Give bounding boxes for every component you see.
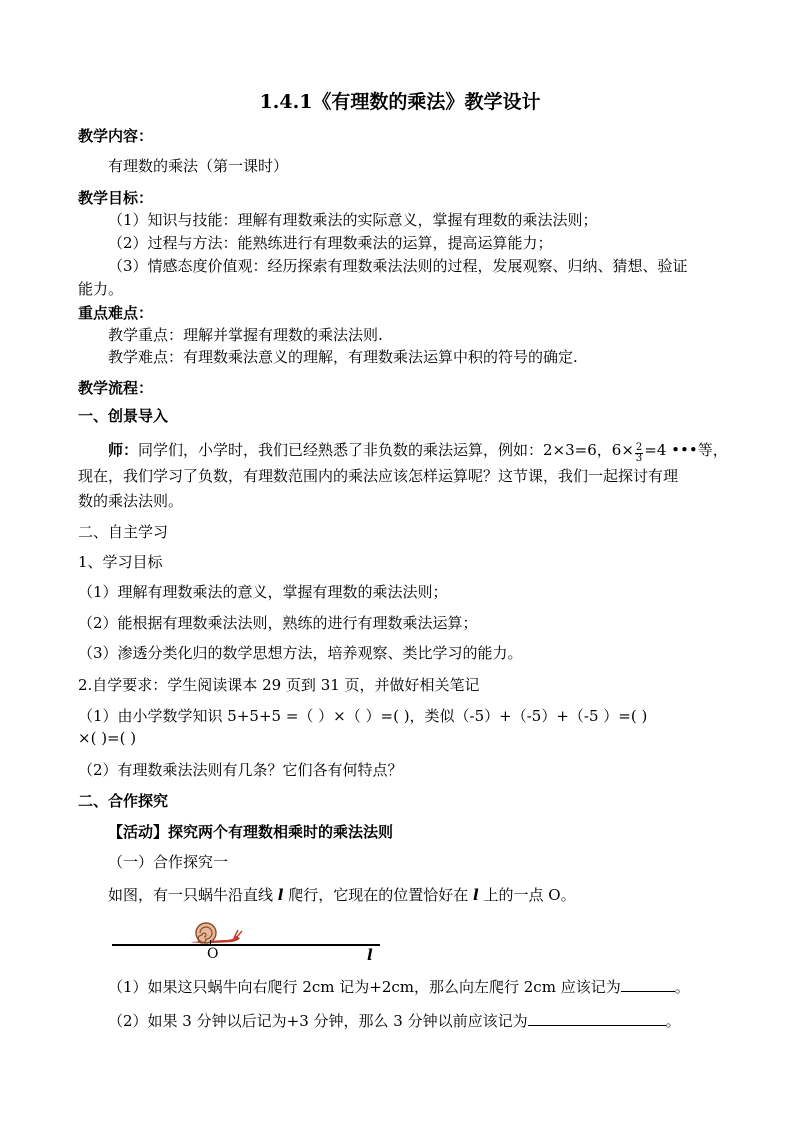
explore-subheading: （一）合作探究一 bbox=[108, 853, 229, 871]
page-title: 1.4.1《有理数的乘法》教学设计 bbox=[259, 91, 541, 113]
answer-blank[interactable] bbox=[528, 1011, 666, 1026]
goal-item-1: （1）知识与技能：理解有理数乘法的实际意义，掌握有理数的乘法法则； bbox=[108, 211, 598, 229]
section1-line1-end: =4 •••等， bbox=[644, 441, 728, 459]
snail-intro-text-a: 如图，有一只蜗牛沿直线 bbox=[108, 886, 278, 904]
explore-q2 bbox=[108, 1011, 681, 1031]
self-study-q2: （2）有理数乘法法则有几条？它们各有何特点？ bbox=[78, 761, 403, 779]
explore-q2-end: 。 bbox=[665, 1012, 681, 1030]
section2-goal-2: （2）能根据有理数乘法法则，熟练的进行有理数乘法运算； bbox=[78, 614, 478, 632]
goal-item-3: （3）情感态度价值观：经历探索有理数乘法法则的过程，发展观察、归纳、猜想、验证 bbox=[108, 257, 688, 275]
fraction-denominator: 3 bbox=[635, 453, 643, 464]
section1-heading: 一、创景导入 bbox=[78, 407, 169, 425]
section1-line1 bbox=[108, 440, 728, 464]
line-l-symbol: l bbox=[473, 886, 479, 904]
snail-icon bbox=[184, 918, 244, 946]
number-line bbox=[112, 944, 380, 946]
section2-goal-1: （1）理解有理数乘法的意义，掌握有理数的乘法法则； bbox=[78, 583, 448, 601]
keypoint-difficulty: 教学难点：有理数乘法意义的理解，有理数乘法运算中积的符号的确定. bbox=[108, 348, 578, 366]
self-study-requirement: 2.自学要求：学生阅读课本 29 页到 31 页，并做好相关笔记 bbox=[78, 676, 480, 694]
goal-item-2: （2）过程与方法：能熟练进行有理数乘法的运算，提高运算能力； bbox=[108, 234, 553, 252]
content-heading: 教学内容： bbox=[78, 127, 154, 145]
line-label: l bbox=[367, 946, 373, 964]
speaker-label: 师： bbox=[108, 441, 139, 459]
fraction-numerator: 2 bbox=[635, 442, 643, 453]
section1-line2: 现在，我们学习了负数，有理数范围内的乘法应该怎样运算呢？这节课，我们一起探讨有理 bbox=[78, 467, 679, 485]
section2-goal-3: （3）渗透分类化归的数学思想方法，培养观察、类比学习的能力。 bbox=[78, 644, 523, 662]
line-l-symbol: l bbox=[277, 886, 284, 904]
origin-label: O bbox=[207, 946, 219, 962]
fraction-two-thirds bbox=[635, 443, 643, 464]
process-heading: 教学流程： bbox=[78, 379, 154, 397]
snail-intro-text-c: 上的一点 O。 bbox=[478, 886, 576, 904]
explore-q2-text: （2）如果 3 分钟以后记为+3 分钟，那么 3 分钟以前应该记为 bbox=[108, 1012, 528, 1030]
answer-blank[interactable] bbox=[621, 977, 675, 992]
snail-figure bbox=[112, 918, 392, 964]
content-text: 有理数的乘法（第一课时） bbox=[108, 157, 289, 175]
self-study-q1-line1: （1）由小学数学知识 5+5+5 =（ ）×（ ）=( )，类似（-5）+（-5）+（-5 ）=( ) bbox=[78, 707, 648, 725]
snail-intro-text-b: 爬行，它现在的位置恰好在 bbox=[283, 886, 474, 904]
self-study-q1-line2: ×( )=( ) bbox=[78, 729, 137, 747]
section2-goals-heading: 1、学习目标 bbox=[78, 553, 163, 571]
explore-q1-end: 。 bbox=[674, 978, 690, 996]
snail-intro bbox=[108, 885, 576, 905]
goal-item-3-continuation: 能力。 bbox=[78, 280, 124, 298]
section3-heading: 二、合作探究 bbox=[78, 792, 169, 810]
section1-line1-text: 同学们，小学时，我们已经熟悉了非负数的乘法运算，例如：2×3=6，6× bbox=[138, 441, 634, 459]
explore-q1-text: （1）如果这只蜗牛向右爬行 2cm 记为+2cm，那么向左爬行 2cm 应该记为 bbox=[108, 978, 621, 996]
section2-heading: 二、自主学习 bbox=[78, 523, 169, 541]
section1-line3: 数的乘法法则。 bbox=[78, 492, 184, 510]
explore-q1 bbox=[108, 977, 690, 997]
activity-label: 【活动】探究两个有理数相乘时的乘法法则 bbox=[108, 823, 394, 841]
keypoints-heading: 重点难点： bbox=[78, 304, 154, 322]
goals-heading: 教学目标： bbox=[78, 189, 154, 207]
keypoint-focus: 教学重点：理解并掌握有理数的乘法法则. bbox=[108, 326, 383, 344]
